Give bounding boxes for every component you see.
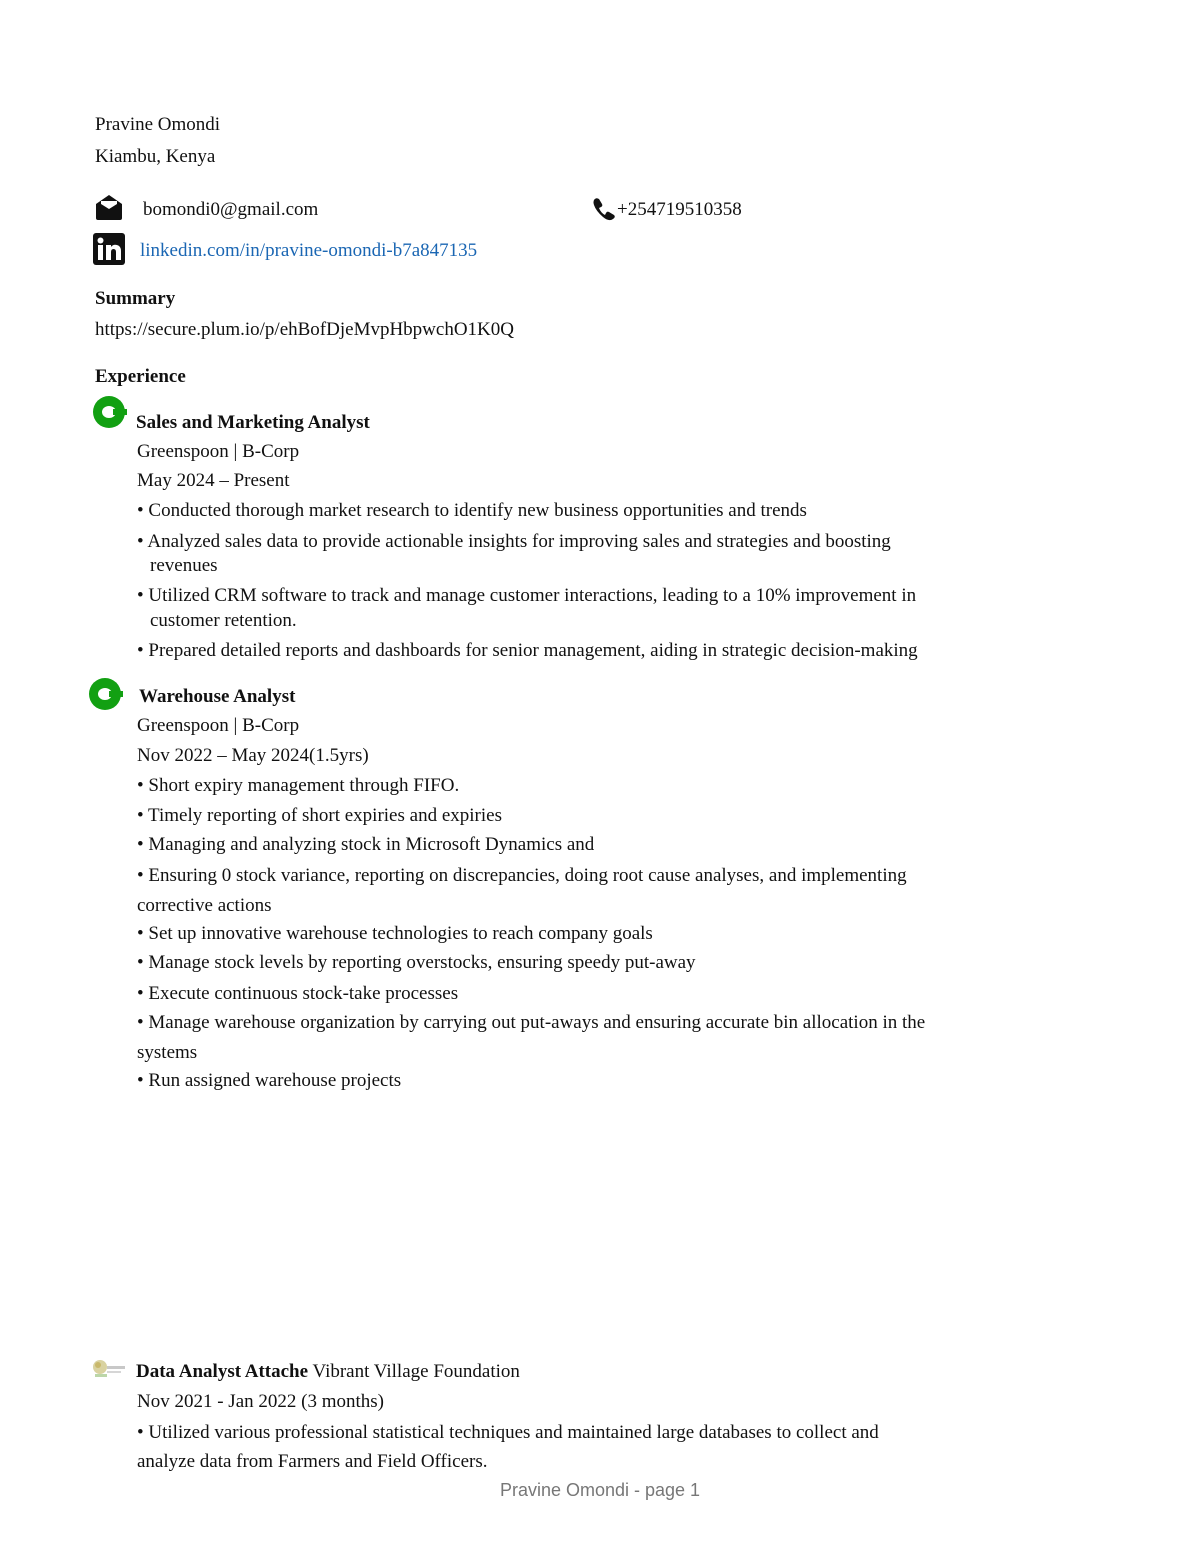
job-bullet: • Prepared detailed reports and dashboards for senior management, aiding in strategic decision-making bbox=[137, 640, 918, 661]
job-bullet: • Utilized CRM software to track and manage customer interactions, leading to a 10% improvement in bbox=[137, 585, 917, 606]
job-bullet: • Conducted thorough market research to identify new business opportunities and trends bbox=[137, 500, 807, 521]
job-title: Sales and Marketing Analyst bbox=[136, 412, 370, 433]
greenspoon-logo-icon bbox=[93, 396, 125, 428]
job-bullet: • Timely reporting of short expiries and expiries bbox=[137, 805, 502, 826]
job-bullet: • Utilized various professional statistical techniques and maintained large databases to collect and bbox=[137, 1422, 879, 1443]
phone-icon bbox=[591, 196, 617, 222]
job-bullet: • Manage warehouse organization by carrying out put-aways and ensuring accurate bin allocation in the bbox=[137, 1012, 926, 1033]
phone-text: +254719510358 bbox=[617, 199, 742, 220]
email-text: bomondi0@gmail.com bbox=[143, 199, 319, 220]
job-bullet-continuation: customer retention. bbox=[150, 610, 297, 631]
job-title: Data Analyst Attache bbox=[136, 1361, 309, 1382]
job-bullet-continuation: analyze data from Farmers and Field Officers. bbox=[137, 1451, 488, 1472]
job-bullet: • Short expiry management through FIFO. bbox=[137, 775, 460, 796]
job-bullet-continuation: revenues bbox=[150, 555, 218, 576]
job-bullet: • Manage stock levels by reporting overstocks, ensuring speedy put-away bbox=[137, 952, 696, 973]
summary-text: https://secure.plum.io/p/ehBofDjeMvpHbpwchO1K0Q bbox=[95, 319, 515, 340]
job-dates: Nov 2022 – May 2024(1.5yrs) bbox=[137, 745, 369, 766]
linkedin-link[interactable]: linkedin.com/in/pravine-omondi-b7a847135 bbox=[140, 240, 478, 261]
job-bullet-continuation: systems bbox=[137, 1042, 198, 1063]
mail-icon bbox=[94, 193, 124, 221]
job-bullet: • Ensuring 0 stock variance, reporting on discrepancies, doing root cause analyses, and implementing bbox=[137, 865, 907, 886]
job-heading-line bbox=[136, 1361, 520, 1383]
job-dates: Nov 2021 - Jan 2022 (3 months) bbox=[137, 1391, 384, 1412]
candidate-name: Pravine Omondi bbox=[95, 114, 221, 135]
job-bullet: • Analyzed sales data to provide actionable insights for improving sales and strategies and boosting bbox=[137, 531, 891, 552]
job-bullet: • Execute continuous stock-take processes bbox=[137, 983, 459, 1004]
vibrant-village-logo-icon bbox=[91, 1358, 127, 1380]
job-bullet: • Run assigned warehouse projects bbox=[137, 1070, 402, 1091]
job-company: Greenspoon | B-Corp bbox=[137, 715, 300, 736]
job-bullet: • Set up innovative warehouse technologies to reach company goals bbox=[137, 923, 653, 944]
job-bullet-continuation: corrective actions bbox=[137, 895, 272, 916]
job-company: Greenspoon | B-Corp bbox=[137, 441, 300, 462]
job-bullet: • Managing and analyzing stock in Microsoft Dynamics and bbox=[137, 834, 595, 855]
candidate-location: Kiambu, Kenya bbox=[95, 146, 216, 167]
job-company: Vibrant Village Foundation bbox=[312, 1361, 520, 1382]
summary-heading: Summary bbox=[95, 288, 176, 309]
linkedin-icon bbox=[93, 233, 125, 265]
job-title: Warehouse Analyst bbox=[139, 686, 296, 707]
experience-heading: Experience bbox=[95, 366, 186, 387]
greenspoon-logo-icon bbox=[89, 678, 121, 710]
page-footer: Pravine Omondi - page 1 bbox=[499, 1480, 701, 1500]
job-dates: May 2024 – Present bbox=[137, 470, 290, 491]
